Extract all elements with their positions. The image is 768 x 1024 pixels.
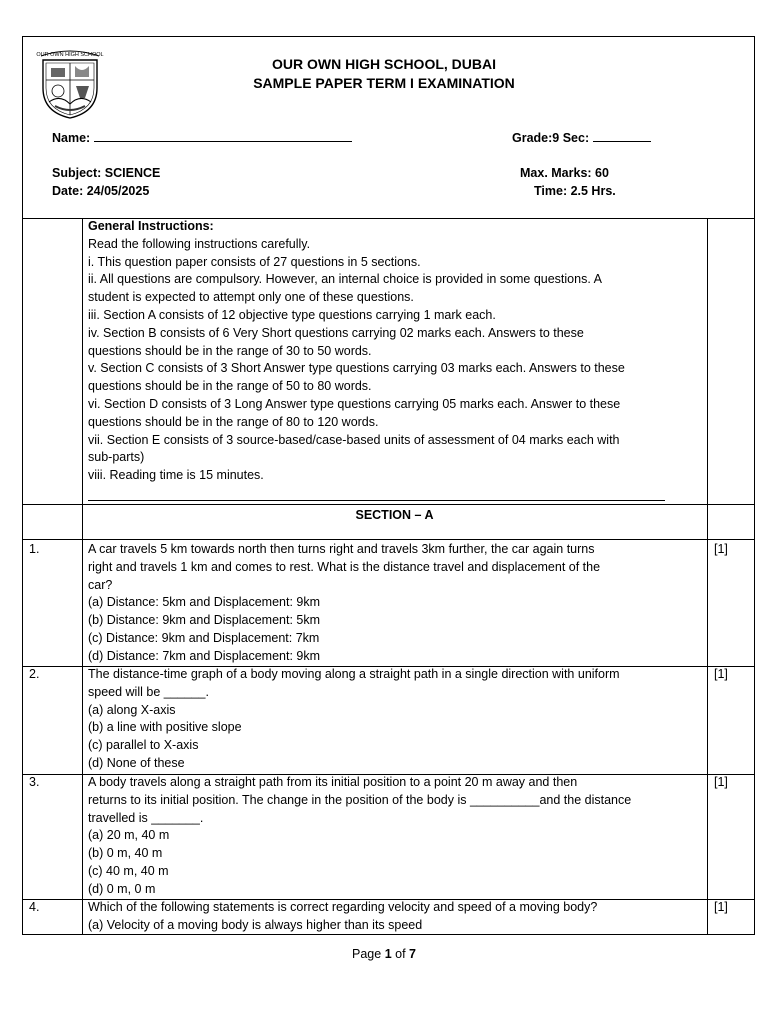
question-line: A car travels 5 km towards north then turns right and travels 3km further, the car again turns	[88, 542, 595, 556]
instruction-line: ii. All questions are compulsory. However, an internal choice is provided in some questions. A	[88, 272, 602, 287]
instruction-line: questions should be in the range of 50 to 80 words.	[88, 379, 372, 394]
option-d: (d) Distance: 7km and Displacement: 9km	[88, 648, 321, 663]
marks-column-divider	[707, 218, 708, 935]
number-column-divider	[82, 218, 83, 935]
subject-label: Subject: SCIENCE	[52, 166, 161, 180]
option-b: (b) Distance: 9km and Displacement: 5km	[88, 613, 321, 628]
page-total: 7	[409, 947, 416, 961]
instruction-line: student is expected to attempt only one of these questions.	[88, 290, 414, 305]
instruction-line: viii. Reading time is 15 minutes.	[88, 468, 264, 483]
page-footer	[0, 947, 768, 961]
question-line: speed will be ______.	[88, 684, 209, 699]
instruction-line: iv. Section B consists of 6 Very Short questions carrying 02 marks each. Answers to these	[88, 325, 584, 340]
general-instructions	[88, 218, 700, 485]
instructions-end-rule	[88, 500, 665, 501]
question-marks: [1]	[714, 775, 728, 789]
name-blank	[94, 131, 352, 142]
instruction-line: sub-parts)	[88, 450, 145, 465]
instruction-line: Read the following instructions carefully.	[88, 236, 311, 251]
question-marks: [1]	[714, 667, 728, 681]
of-word: of	[395, 947, 406, 961]
instructions-divider	[22, 504, 755, 505]
question-4-text	[88, 899, 700, 935]
instruction-line: i. This question paper consists of 27 questions in 5 sections.	[88, 254, 421, 269]
question-number: 2.	[29, 667, 40, 681]
question-line: right and travels 1 km and comes to rest. What is the distance travel and displacement of the	[88, 559, 601, 574]
option-d: (d) None of these	[88, 755, 185, 770]
section-title: SECTION – A	[355, 508, 434, 522]
instruction-line: v. Section C consists of 3 Short Answer type questions carrying 03 marks each. Answers to these	[88, 361, 625, 376]
option-b: (b) a line with positive slope	[88, 720, 242, 735]
question-line: car?	[88, 577, 113, 592]
school-name: OUR OWN HIGH SCHOOL, DUBAI	[272, 56, 496, 72]
instruction-line: vi. Section D consists of 3 Long Answer type questions carrying 05 marks each. Answer to these	[88, 396, 621, 411]
option-d: (d) 0 m, 0 m	[88, 881, 156, 896]
option-a: (a) Velocity of a moving body is always higher than its speed	[88, 917, 423, 932]
option-a: (a) 20 m, 40 m	[88, 828, 170, 843]
date-label: Date: 24/05/2025	[52, 184, 150, 198]
logo-text: OUR OWN HIGH SCHOOL	[36, 52, 104, 58]
exam-title: SAMPLE PAPER TERM I EXAMINATION	[253, 75, 515, 91]
name-field	[52, 130, 352, 148]
option-b: (b) 0 m, 40 m	[88, 846, 163, 861]
question-2-text	[88, 666, 700, 773]
question-line: The distance-time graph of a body moving along a straight path in a single direction with uniform	[88, 667, 620, 681]
question-marks: [1]	[714, 900, 728, 914]
option-c: (c) Distance: 9km and Displacement: 7km	[88, 630, 320, 645]
instructions-title: General Instructions:	[88, 219, 214, 233]
time-label: Time: 2.5 Hrs.	[534, 184, 616, 198]
grade-label: Grade:9 Sec:	[512, 131, 590, 145]
question-number: 3.	[29, 775, 40, 789]
question-line: travelled is _______.	[88, 810, 204, 825]
option-c: (c) parallel to X-axis	[88, 738, 199, 753]
instruction-line: iii. Section A consists of 12 objective type questions carrying 1 mark each.	[88, 307, 496, 322]
name-label: Name:	[52, 131, 91, 145]
question-number: 4.	[29, 900, 40, 914]
instruction-line: questions should be in the range of 80 to 120 words.	[88, 414, 379, 429]
option-c: (c) 40 m, 40 m	[88, 863, 169, 878]
question-marks: [1]	[714, 542, 728, 556]
question-line: A body travels along a straight path from its initial position to a point 20 m away and then	[88, 775, 578, 789]
option-a: (a) Distance: 5km and Displacement: 9km	[88, 595, 321, 610]
page-current: 1	[384, 947, 392, 961]
question-3-text	[88, 774, 700, 899]
question-number: 1.	[29, 542, 40, 556]
question-line: returns to its initial position. The change in the position of the body is __________and the distance	[88, 792, 632, 807]
section-divider	[22, 539, 755, 540]
page-word: Page	[352, 947, 382, 961]
option-a: (a) along X-axis	[88, 702, 176, 717]
question-1-text	[88, 541, 700, 666]
question-line: Which of the following statements is correct regarding velocity and speed of a moving body?	[88, 900, 598, 914]
instruction-line: vii. Section E consists of 3 source-based/case-based units of assessment of 04 marks each with	[88, 432, 620, 447]
grade-field	[512, 130, 651, 148]
section-blank	[593, 131, 651, 142]
max-marks-label: Max. Marks: 60	[520, 166, 609, 180]
instruction-line: questions should be in the range of 30 to 50 words.	[88, 343, 372, 358]
